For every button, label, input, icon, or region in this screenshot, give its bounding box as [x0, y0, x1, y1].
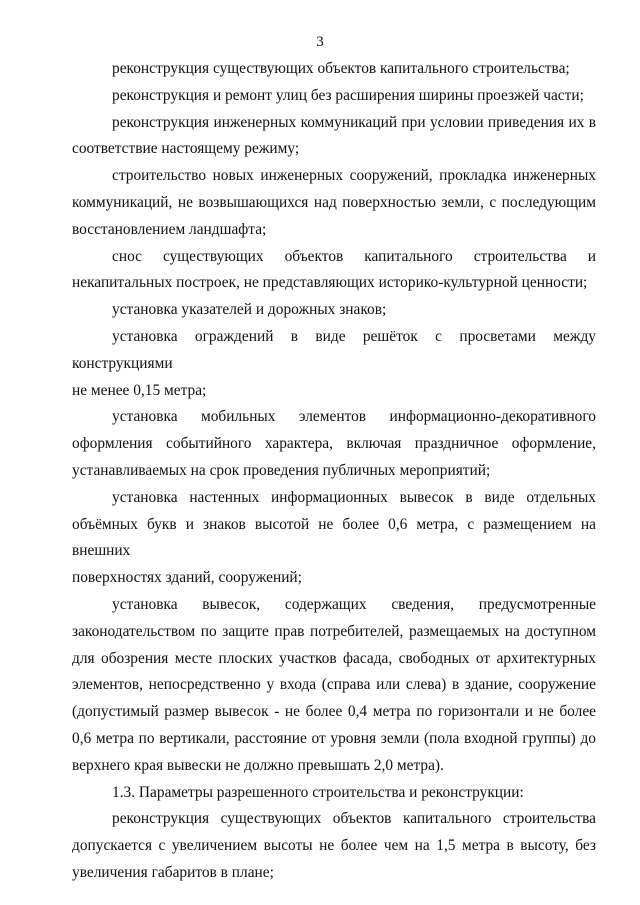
text-line: верхнего края вывески не должно превышать 2,0 метра).: [72, 756, 444, 774]
text-line: 0,6 метра по вертикали, расстояние от уровня земли (пола входной группы) до: [72, 729, 596, 747]
paragraph-street-repair: [72, 83, 596, 110]
text-line: восстановлением ландшафта;: [72, 220, 267, 238]
text-line: 1.3. Параметры разрешенного строительства и реконструкции:: [112, 783, 524, 801]
page-number: 3: [316, 34, 324, 50]
text-line: оформления событийного характера, включая праздничное оформление,: [72, 435, 596, 453]
paragraph-new-engineering-structures: [72, 163, 596, 243]
text-line: снос существующих объектов капитального строительства и: [112, 247, 596, 265]
text-line: коммуникаций, не возвышающихся над поверхностью земли, с последующим: [72, 193, 596, 211]
text-line: соответствие настоящему режиму;: [72, 140, 300, 158]
text-line: установка ограждений в виде решёток с просветами между конструкциями: [72, 327, 596, 372]
text-line: законодательством по защите прав потребителей, размещаемых на доступном: [72, 622, 596, 640]
paragraph-road-signs: [72, 297, 596, 324]
text-line: (допустимый размер вывесок - не более 0,4 метра по горизонтали и не более: [72, 703, 596, 721]
text-line: допускается с увеличением высоты не более чем на 1,5 метра в высоту, без: [72, 837, 596, 855]
paragraph-engineering-communications: [72, 110, 596, 164]
paragraph-reconstruction-existing: [72, 56, 596, 83]
text-line: не менее 0,15 метра;: [72, 381, 207, 399]
paragraph-wall-signs: [72, 485, 596, 592]
paragraph-fencing: [72, 324, 596, 404]
text-line: объёмных букв и знаков высотой не более 0,6 метра, с размещением на внешних: [72, 515, 596, 560]
text-line: некапитальных построек, не представляющих историко-культурной ценности;: [72, 274, 588, 292]
section-heading-1-3: [72, 780, 596, 807]
text-line: установка указателей и дорожных знаков;: [112, 301, 387, 319]
text-line: элементов, непосредственно у входа (справа или слева) в здание, сооружение: [72, 676, 596, 694]
document-body: [72, 56, 596, 887]
text-line: увеличения габаритов в плане;: [72, 863, 274, 881]
text-line: установка вывесок, содержащих сведения, предусмотренные: [112, 595, 596, 613]
text-line: для обозрения месте плоских участков фасада, свободных от архитектурных: [72, 649, 596, 667]
text-line: установка настенных информационных вывесок в виде отдельных: [112, 488, 596, 506]
text-line: реконструкция и ремонт улиц без расширения ширины проезжей части;: [112, 86, 584, 104]
text-line: реконструкция существующих объектов капитального строительства;: [112, 60, 570, 77]
text-line: реконструкция существующих объектов капитального строительства: [112, 810, 596, 828]
paragraph-height-limit: [72, 806, 596, 886]
text-line: установка мобильных элементов информационно-декоративного: [112, 408, 596, 426]
paragraph-demolition: [72, 244, 596, 298]
text-line: устанавливаемых на срок проведения публичных мероприятий;: [72, 461, 491, 479]
paragraph-consumer-signs: [72, 592, 596, 780]
text-line: поверхностях зданий, сооружений;: [72, 569, 302, 587]
paragraph-mobile-decor: [72, 404, 596, 484]
text-line: реконструкция инженерных коммуникаций при условии приведения их в: [112, 113, 596, 131]
text-line: строительство новых инженерных сооружений, прокладка инженерных: [112, 167, 596, 185]
